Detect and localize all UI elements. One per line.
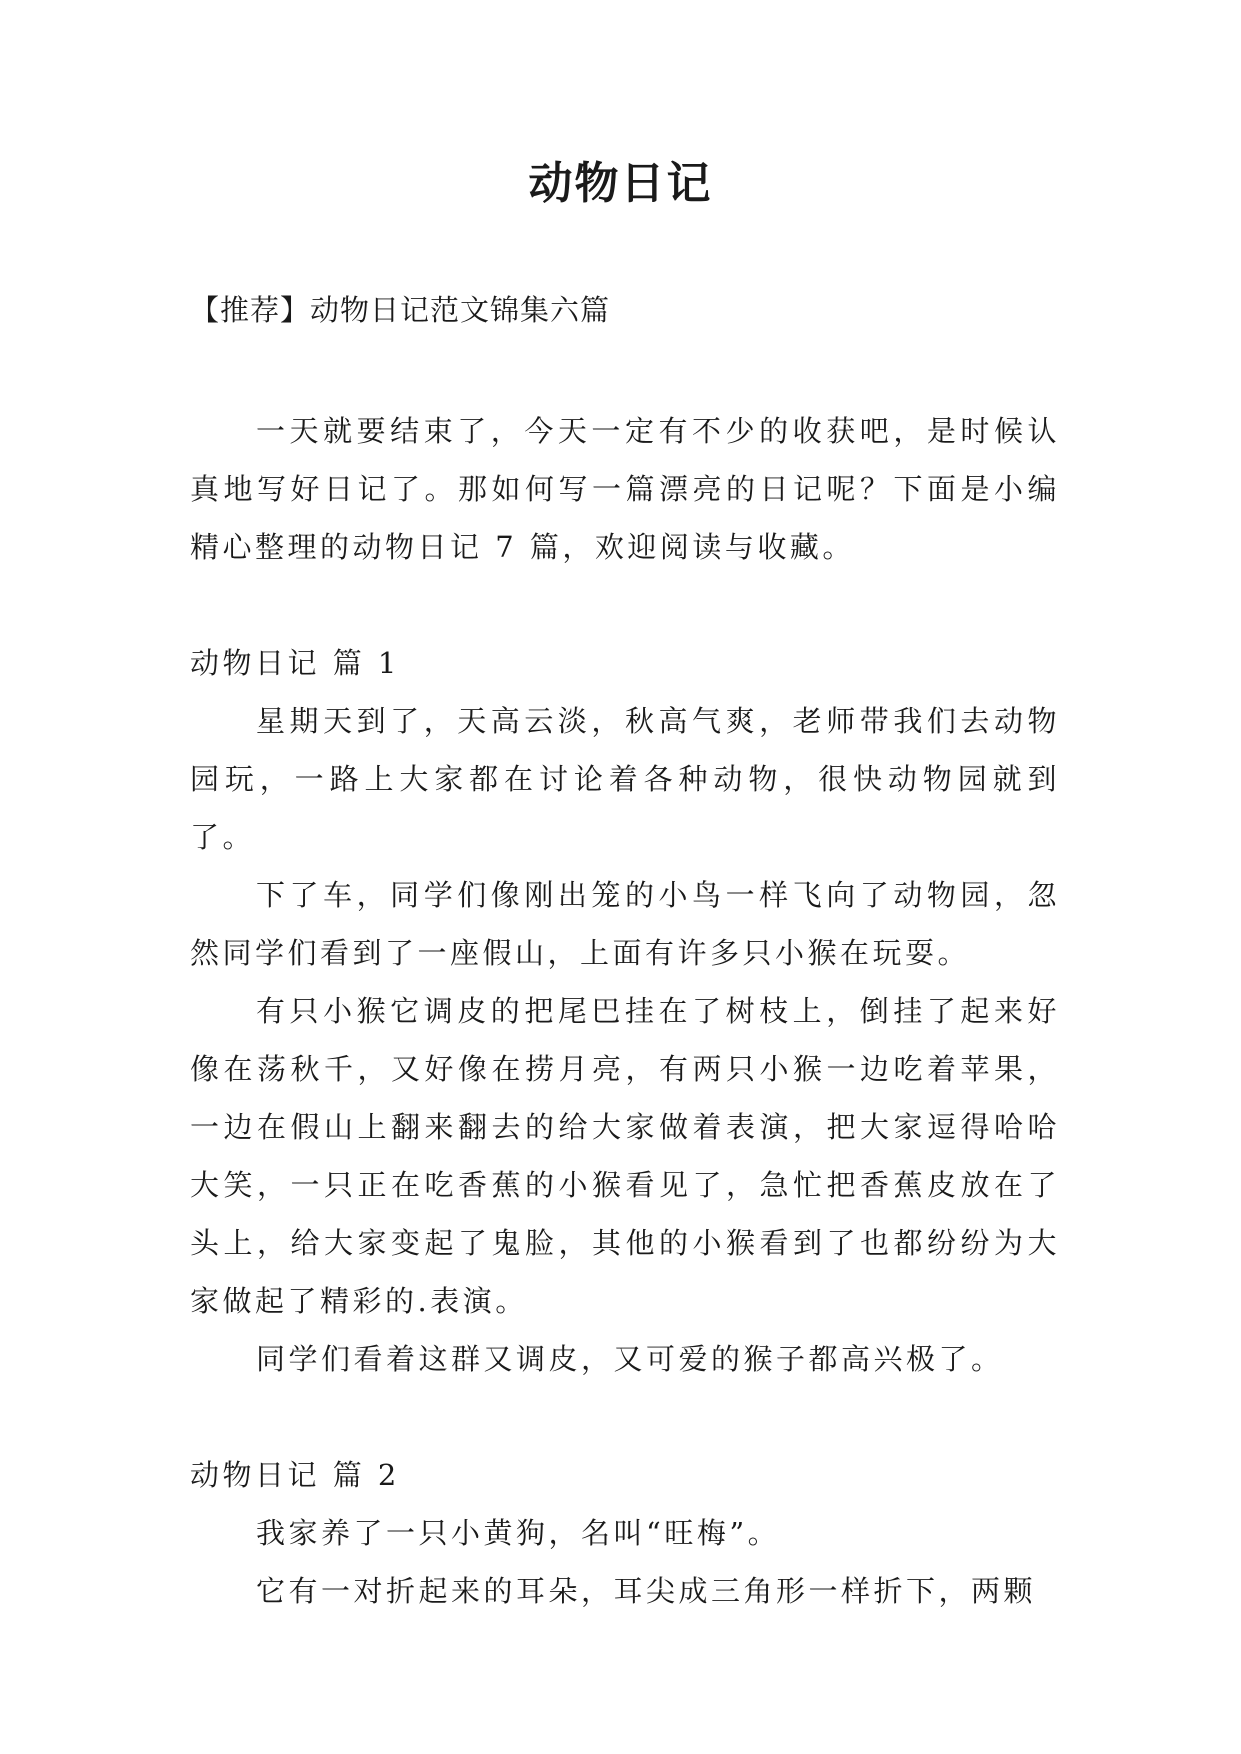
body-paragraph: 它有一对折起来的耳朵，耳尖成三角形一样折下，两颗: [256, 1574, 1037, 1608]
intro-paragraph: 一天就要结束了，今天一定有不少的收获吧，是时候认真地写好日记了。那如何写一篇漂亮的日记呢？下面是小编精心整理的动物日记 7 篇，欢迎阅读与收藏。: [190, 414, 1060, 564]
body-paragraph: 下了车，同学们像刚出笼的小鸟一样飞向了动物园，忽然同学们看到了一座假山，上面有许多只小猴在玩耍。: [190, 878, 1060, 970]
section-heading: 动物日记 篇 1: [190, 646, 400, 680]
body-paragraph: 星期天到了，天高云淡，秋高气爽，老师带我们去动物园玩，一路上大家都在讨论着各种动物，很快动物园就到了。: [190, 704, 1060, 854]
body-paragraph: 同学们看着这群又调皮，又可爱的猴子都高兴极了。: [256, 1342, 1004, 1376]
section-heading: 动物日记 篇 2: [190, 1458, 400, 1492]
document-body: [190, 402, 1060, 1620]
body-paragraph: 有只小猴它调皮的把尾巴挂在了树枝上，倒挂了起来好像在荡秋千，又好像在捞月亮，有两只小猴一边吃着苹果，一边在假山上翻来翻去的给大家做着表演，把大家逗得哈哈大笑，一只正在吃香蕉的小猴看见了，急忙把香蕉皮放在了头上，给大家变起了鬼脸，其他的小猴看到了也都纷纷为大家做起了精彩的.表演。: [190, 994, 1060, 1318]
body-paragraph: 我家养了一只小黄狗，名叫“旺梅”。: [256, 1516, 781, 1550]
document-subtitle: 【推荐】动物日记范文锦集六篇: [190, 293, 611, 327]
document-title: 动物日记: [528, 158, 713, 209]
